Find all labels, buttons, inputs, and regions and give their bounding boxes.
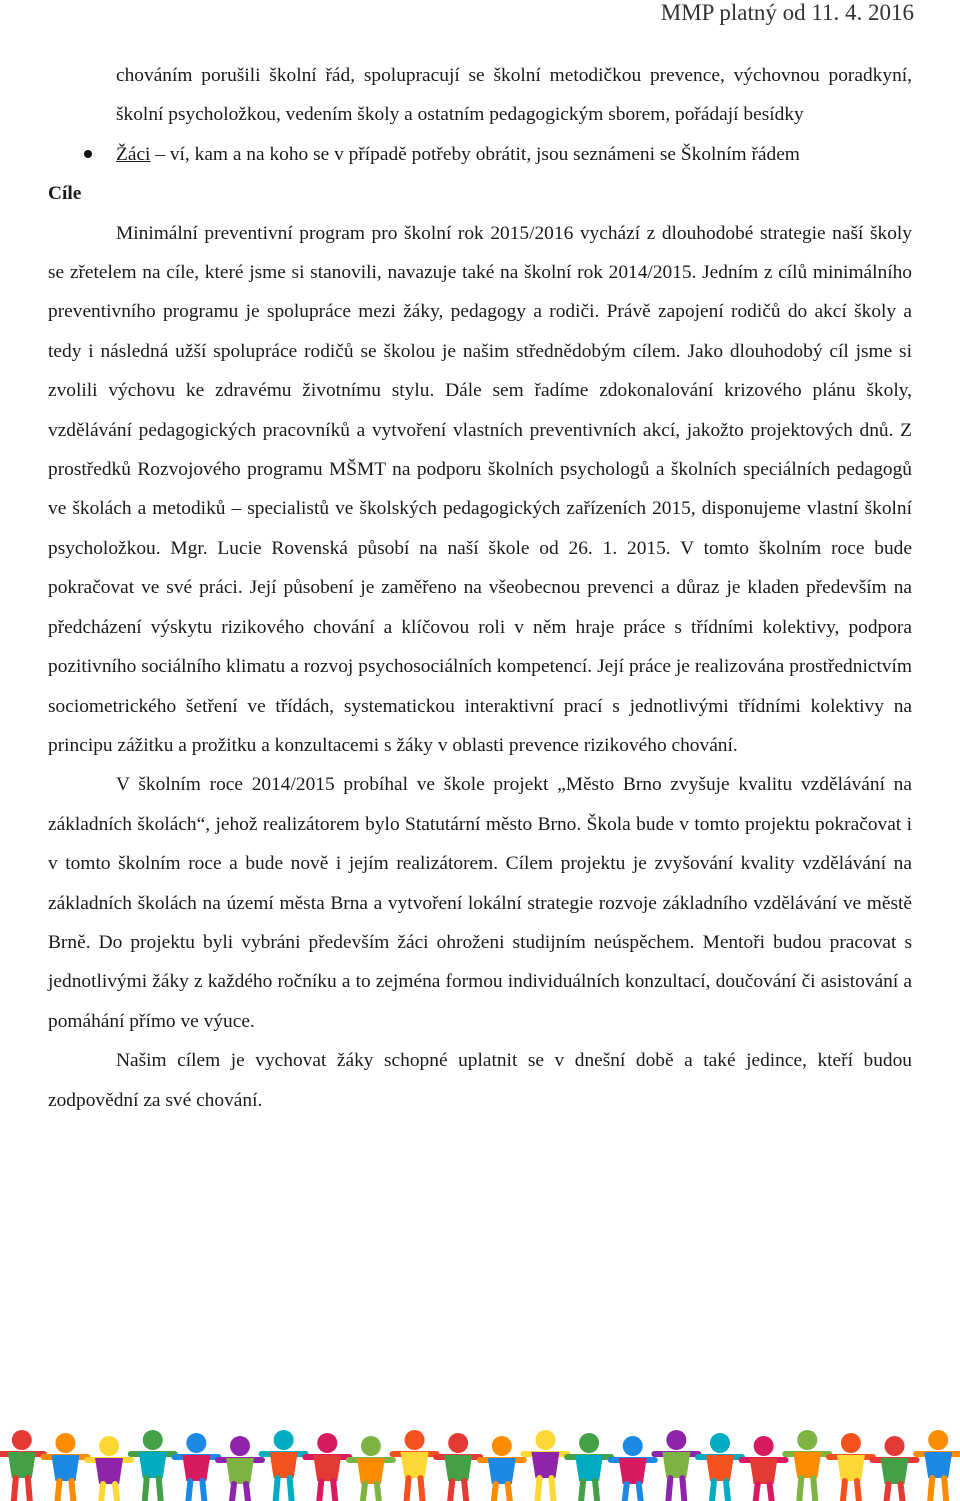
bullet-icon bbox=[48, 135, 116, 174]
child-figure-icon bbox=[174, 1433, 218, 1501]
child-figure-icon bbox=[393, 1430, 437, 1501]
bullet-item bbox=[48, 135, 912, 174]
child-figure-icon bbox=[218, 1436, 262, 1501]
child-figure-icon bbox=[916, 1430, 960, 1501]
child-figure-icon bbox=[262, 1430, 306, 1501]
footer-children-illustration bbox=[0, 1424, 960, 1501]
child-figure-icon bbox=[305, 1433, 349, 1501]
child-figure-icon bbox=[349, 1436, 393, 1501]
child-figure-icon bbox=[654, 1430, 698, 1501]
child-figure-icon bbox=[698, 1433, 742, 1501]
document-body bbox=[48, 56, 912, 1120]
child-figure-icon bbox=[829, 1433, 873, 1501]
paragraph-3: Našim cílem je vychovat žáky schopné uplatnit se v dnešní době a také jedince, kteří budou zodpovědní za své chování. bbox=[48, 1050, 912, 1111]
bullet-label: Žáci bbox=[116, 143, 151, 165]
child-figure-icon bbox=[567, 1433, 611, 1501]
child-figure-icon bbox=[611, 1436, 655, 1501]
section-heading: Cíle bbox=[48, 183, 82, 205]
page-header: MMP platný od 11. 4. 2016 bbox=[660, 0, 914, 25]
paragraph-1: Minimální preventivní program pro školní rok 2015/2016 vychází z dlouhodobé strategie naší školy se zřetelem na cíle, které jsme si stanovili, navazuje také na školní rok 2014/2015. Jedním z cílů minimálního preventivního programu je spolupráce mezi žáky, pedagogy a rodiči. Právě zapojení rodičů do akcí školy a tedy i následná užší spolupráce rodičů se školou je našim střednědobým cílem. Jako dlouhodobý cíl jsme si zvolili výchovu ke zdravému životnímu stylu. Dále sem řadíme zdokonalování krizového plánu školy, vzdělávání pedagogických pracovníků a vytvoření vlastních preventivních akcí, jakožto projektových dnů. Z prostředků Rozvojového programu MŠMT na podporu školních psychologů a školních speciálních pedagogů ve školách a metodiků – specialistů ve školských pedagogických zařízeních 2015, disponujeme vlastní školní psycholožkou. Mgr. Lucie Rovenská působí na naší škole od 26. 1. 2015. V tomto školním roce bude pokračovat ve své práci. Její působení je zaměřeno na všeobecnou prevenci a důraz je kladen především na předcházení výskytu rizikového chování a klíčovou roli v něm hraje práce s třídními kolektivy, podpora pozitivního sociálního klimatu a rozvoj psychosociálních kompetencí. Její práce je realizována prostřednictvím sociometrického šetření ve třídách, systematickou interaktivní prací s jednotlivými třídními kolektivy na principu zážitku a prožitku a konzultacemi s žáky v oblasti prevence rizikového chování. bbox=[48, 222, 912, 756]
intro-continuation: chováním porušili školní řád, spolupracují se školní metodičkou prevence, výchovnou poradkyní, školní psycholožkou, vedením školy a ostatním pedagogickým sborem, pořádají besídky bbox=[116, 65, 912, 126]
child-figure-icon bbox=[480, 1436, 524, 1501]
child-figure-icon bbox=[523, 1430, 567, 1501]
child-figure-icon bbox=[742, 1436, 786, 1501]
paragraph-2: V školním roce 2014/2015 probíhal ve škole projekt „Město Brno zvyšuje kvalitu vzdělávání na základních školách“, jehož realizátorem bylo Statutární město Brno. Škola bude v tomto projektu pokračovat i v tomto školním roce a bude nově i jejím realizátorem. Cílem projektu je zvyšování kvality vzdělávání na základních školách na území města Brna a vytvoření lokální strategie rozvoje základního vzdělávání ve městě Brně. Do projektu byli vybráni především žáci ohroženi studijním neúspěchem. Mentoři budou pracovat s jednotlivými žáky z každého ročníku a to zejména formou individuálních konzultací, doučování či asistování a pomáhání přímo ve výuce. bbox=[48, 774, 912, 1032]
child-figure-icon bbox=[43, 1433, 87, 1501]
child-figure-icon bbox=[87, 1436, 131, 1501]
intro-continuation-block bbox=[116, 56, 912, 135]
child-figure-icon bbox=[0, 1430, 44, 1501]
child-figure-icon bbox=[785, 1430, 829, 1501]
child-figure-icon bbox=[873, 1436, 917, 1501]
child-figure-icon bbox=[436, 1433, 480, 1501]
bullet-text: – ví, kam a na koho se v případě potřeby obrátit, jsou seznámeni se Školním řádem bbox=[150, 143, 800, 165]
child-figure-icon bbox=[131, 1430, 175, 1501]
